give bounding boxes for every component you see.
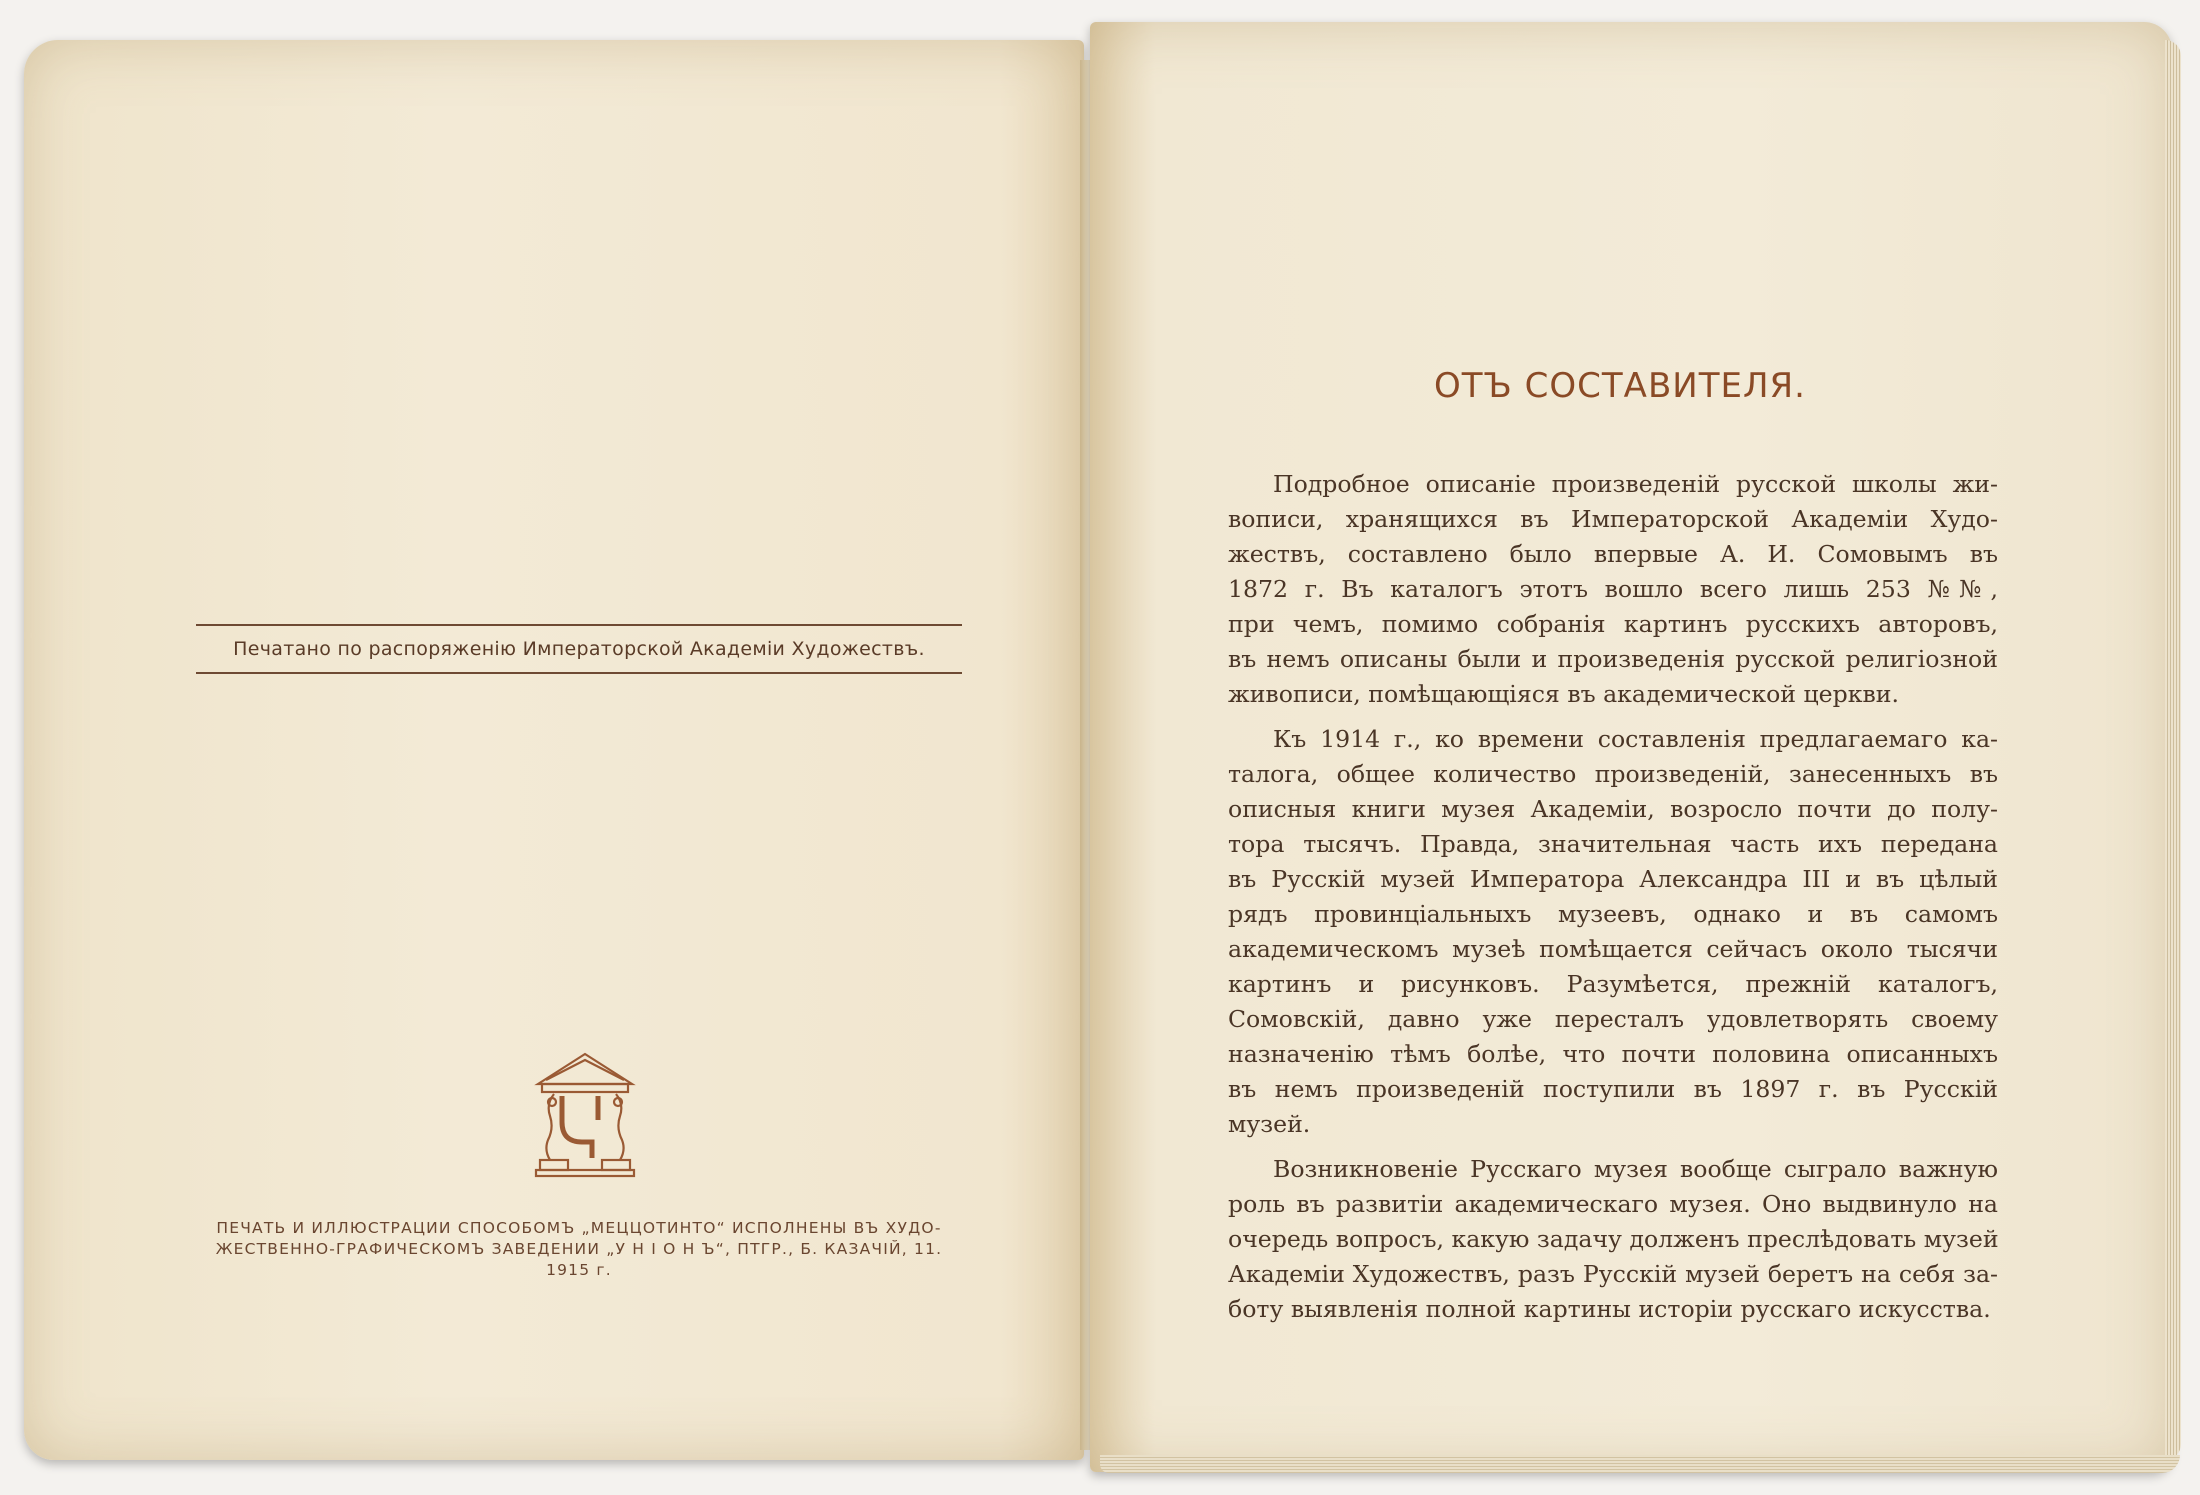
- imprint-note: [196, 624, 962, 674]
- text-line: Къ 1914 г., ко времени составленія предлагаемаго ка-: [1273, 725, 1998, 753]
- text-line: 1872 г. Въ каталогъ этотъ вошло всего лишь 253 №№,: [1228, 575, 1998, 603]
- page-edges-right: [2165, 40, 2181, 1460]
- text-line: Сомовскій, давно уже пересталъ удовлетворять своему: [1228, 1005, 1998, 1033]
- colophon-line: ПЕЧАТЬ И ИЛЛЮСТРАЦИИ СПОСОБОМЪ „МЕЦЦОТИНТО“ ИСПОЛНЕНЫ ВЪ ХУДО-: [216, 1219, 942, 1237]
- imprint-text: Печатано по распоряженію Императорской Академіи Художествъ.: [233, 638, 925, 660]
- text-line: тора тысячъ. Правда, значительная часть ихъ передана: [1228, 830, 1998, 858]
- paragraph: [1228, 722, 1998, 1142]
- text-line: вописи, хранящихся въ Императорской Академіи Худо-: [1228, 505, 1998, 533]
- text-line: описныя книги музея Академіи, возросло почти до полу-: [1228, 795, 1998, 823]
- text-line: музей.: [1228, 1110, 1311, 1138]
- text-line: въ немъ произведеній поступили въ 1897 г. въ Русскій: [1228, 1075, 1998, 1103]
- text-line: назначенію тѣмъ болѣе, что почти половина описанныхъ: [1228, 1040, 1998, 1068]
- preface-text: [1228, 467, 1998, 1337]
- text-line: при чемъ, помимо собранія картинъ русскихъ авторовъ,: [1228, 610, 1998, 638]
- text-line: роль въ развитіи академическаго музея. Оно выдвинуло на: [1228, 1190, 1998, 1218]
- colophon-line: ЖЕСТВЕННО-ГРАФИЧЕСКОМЪ ЗАВЕДЕНИИ „У Н І О Н Ъ“, ПТГР., Б. КАЗАЧІЙ, 11.: [215, 1240, 943, 1258]
- colophon: [196, 1218, 962, 1281]
- text-line: въ Русскій музей Императора Александра III и въ цѣлый: [1228, 865, 1998, 893]
- text-line: Возникновеніе Русскаго музея вообще сыграло важную: [1273, 1155, 1998, 1183]
- text-line: картинъ и рисунковъ. Разумѣется, прежній каталогъ,: [1228, 970, 1998, 998]
- paragraph: [1228, 467, 1998, 712]
- text-line: Академіи Художествъ, разъ Русскій музей беретъ на себя за-: [1228, 1260, 1998, 1288]
- text-line: живописи, помѣщающіяся въ академической церкви.: [1228, 680, 1900, 708]
- printing-house-logo: [532, 1050, 638, 1180]
- text-line: боту выявленія полной картины исторіи русскаго искусства.: [1228, 1295, 1991, 1323]
- page-edges-bottom: [1100, 1455, 2180, 1473]
- text-line: въ немъ описаны были и произведенія русской религіозной: [1228, 645, 1998, 673]
- text-line: талога, общее количество произведеній, занесенныхъ въ: [1228, 760, 1998, 788]
- text-line: рядъ провинціальныхъ музеевъ, однако и въ самомъ: [1228, 900, 1998, 928]
- text-line: Подробное описаніе произведеній русской школы жи-: [1273, 470, 1998, 498]
- paragraph: [1228, 1152, 1998, 1327]
- page-title: ОТЪ СОСТАВИТЕЛЯ.: [1434, 366, 1806, 406]
- colophon-line: 1915 г.: [546, 1261, 612, 1279]
- text-line: очередь вопросъ, какую задачу долженъ преслѣдовать музей: [1228, 1225, 1999, 1253]
- text-line: академическомъ музеѣ помѣщается сейчасъ около тысячи: [1228, 935, 1998, 963]
- text-line: жествъ, составлено было впервые А. И. Сомовымъ въ: [1228, 540, 1998, 568]
